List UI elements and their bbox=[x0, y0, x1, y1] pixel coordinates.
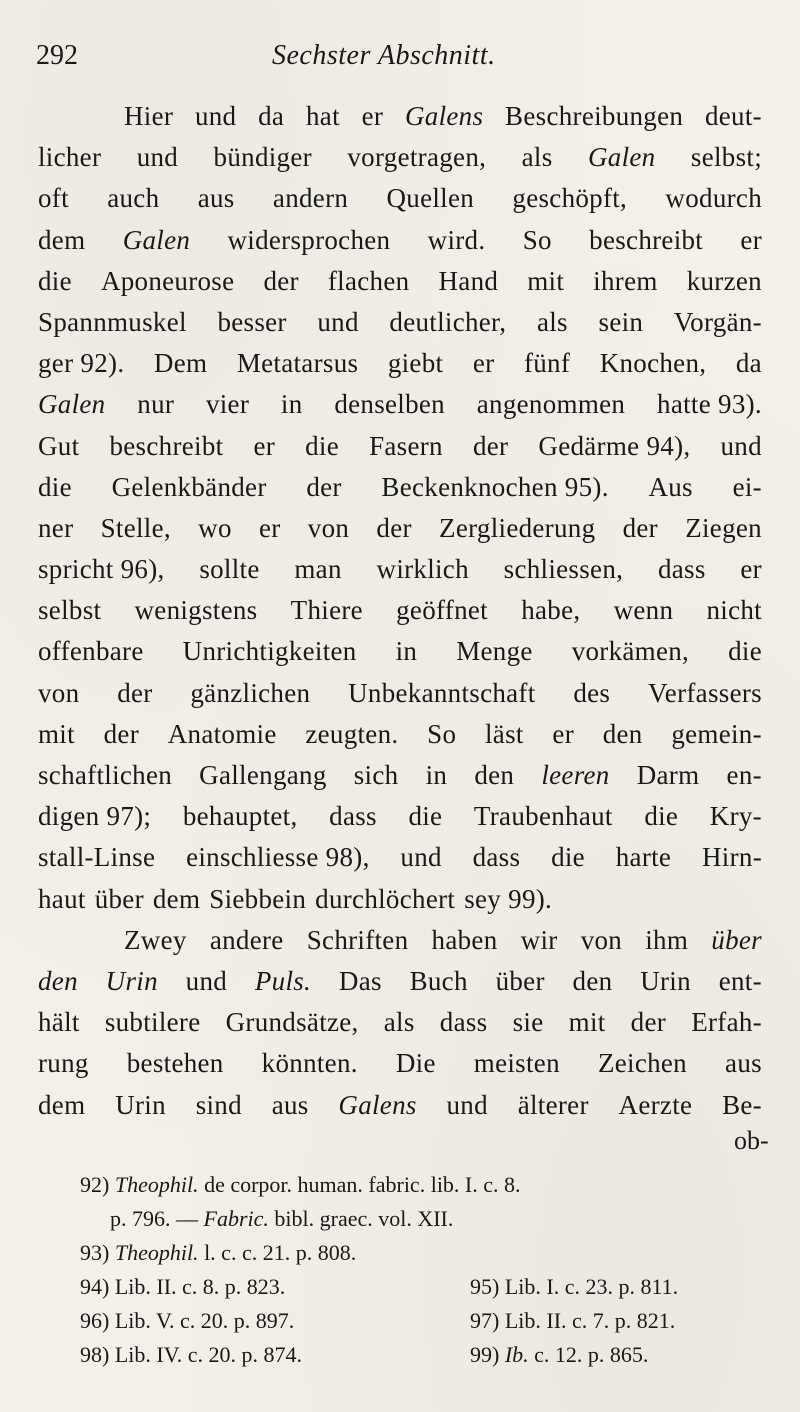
footnote-92: 92) Theophil. de corpor. human. fabric. lib. I. c. 8. bbox=[80, 1172, 521, 1197]
text-line: stall-Linse einschliesse 98), und dass die harte Hirn- bbox=[38, 842, 762, 873]
text-line: rung bestehen könnten. Die meisten Zeichen aus bbox=[38, 1048, 762, 1079]
page-header bbox=[36, 40, 776, 80]
text-line: licher und bündiger vorgetragen, als Galen selbst; bbox=[38, 142, 762, 173]
footnote-96: 96) Lib. V. c. 20. p. 897. bbox=[80, 1308, 295, 1333]
page-number: 292 bbox=[36, 40, 78, 71]
text-line: Spannmuskel besser und deutlicher, als sein Vorgän- bbox=[38, 306, 762, 337]
running-head: Sechster Abschnitt. bbox=[272, 40, 496, 71]
text-line: ger 92). Dem Metatarsus giebt er fünf Knochen, da bbox=[38, 348, 762, 379]
text-line: von der gänzlichen Unbekanntschaft des Verfassers bbox=[38, 677, 762, 708]
text-line: die Aponeurose der flachen Hand mit ihrem kurzen bbox=[38, 265, 762, 296]
body-text bbox=[38, 96, 762, 1126]
text-line: oft auch aus andern Quellen geschöpft, wodurch bbox=[38, 183, 762, 214]
text-line: selbst wenigstens Thiere geöffnet habe, wenn nicht bbox=[38, 595, 762, 626]
footnotes bbox=[80, 1168, 770, 1372]
footnote-98: 98) Lib. IV. c. 20. p. 874. bbox=[80, 1342, 303, 1367]
text-line: ner Stelle, wo er von der Zergliederung der Ziegen bbox=[38, 512, 762, 543]
footnote-99: 99) Ib. c. 12. p. 865. bbox=[470, 1342, 649, 1367]
text-line: haut über dem Siebbein durchlöchert sey 99). bbox=[38, 883, 553, 914]
text-line: digen 97); behauptet, dass die Traubenhaut die Kry- bbox=[38, 801, 762, 832]
catchword: ob- bbox=[734, 1126, 769, 1155]
text-line: die Gelenkbänder der Beckenknochen 95). Aus ei- bbox=[38, 471, 762, 502]
footnote-94: 94) Lib. II. c. 8. p. 823. bbox=[80, 1274, 286, 1299]
text-line: den Urin und Puls. Das Buch über den Urin ent- bbox=[38, 965, 762, 996]
footnote-95: 95) Lib. I. c. 23. p. 811. bbox=[470, 1274, 679, 1299]
footnote-93: 93) Theophil. l. c. c. 21. p. 808. bbox=[80, 1240, 357, 1265]
footnote-row bbox=[80, 1270, 770, 1304]
text-line: offenbare Unrichtigkeiten in Menge vorkämen, die bbox=[38, 636, 762, 667]
text-line: mit der Anatomie zeugten. So läst er den gemein- bbox=[38, 718, 762, 749]
text-line: schaftlichen Gallengang sich in den leeren Darm en- bbox=[38, 760, 762, 790]
text-line: Hier und da hat er Galens Beschreibungen deut- bbox=[124, 101, 762, 131]
footnote-97: 97) Lib. II. c. 7. p. 821. bbox=[470, 1308, 676, 1333]
footnote-row bbox=[80, 1338, 770, 1372]
text-line: Gut beschreibt er die Fasern der Gedärme 94), und bbox=[38, 430, 762, 461]
text-line: dem Galen widersprochen wird. So beschreibt er bbox=[38, 224, 762, 255]
text-line: hält subtilere Grundsätze, als dass sie mit der Erfah- bbox=[38, 1007, 762, 1038]
footnote-row bbox=[80, 1304, 770, 1338]
text-line: dem Urin sind aus Galens und älterer Aerzte Be- bbox=[38, 1089, 762, 1120]
text-line: Zwey andere Schriften haben wir von ihm über bbox=[124, 924, 762, 955]
text-line: Galen nur vier in denselben angenommen hatte 93). bbox=[38, 389, 762, 420]
text-line: spricht 96), sollte man wirklich schliessen, dass er bbox=[38, 554, 762, 585]
footnote-92-continued: p. 796. — Fabric. bibl. graec. vol. XII. bbox=[110, 1206, 454, 1231]
